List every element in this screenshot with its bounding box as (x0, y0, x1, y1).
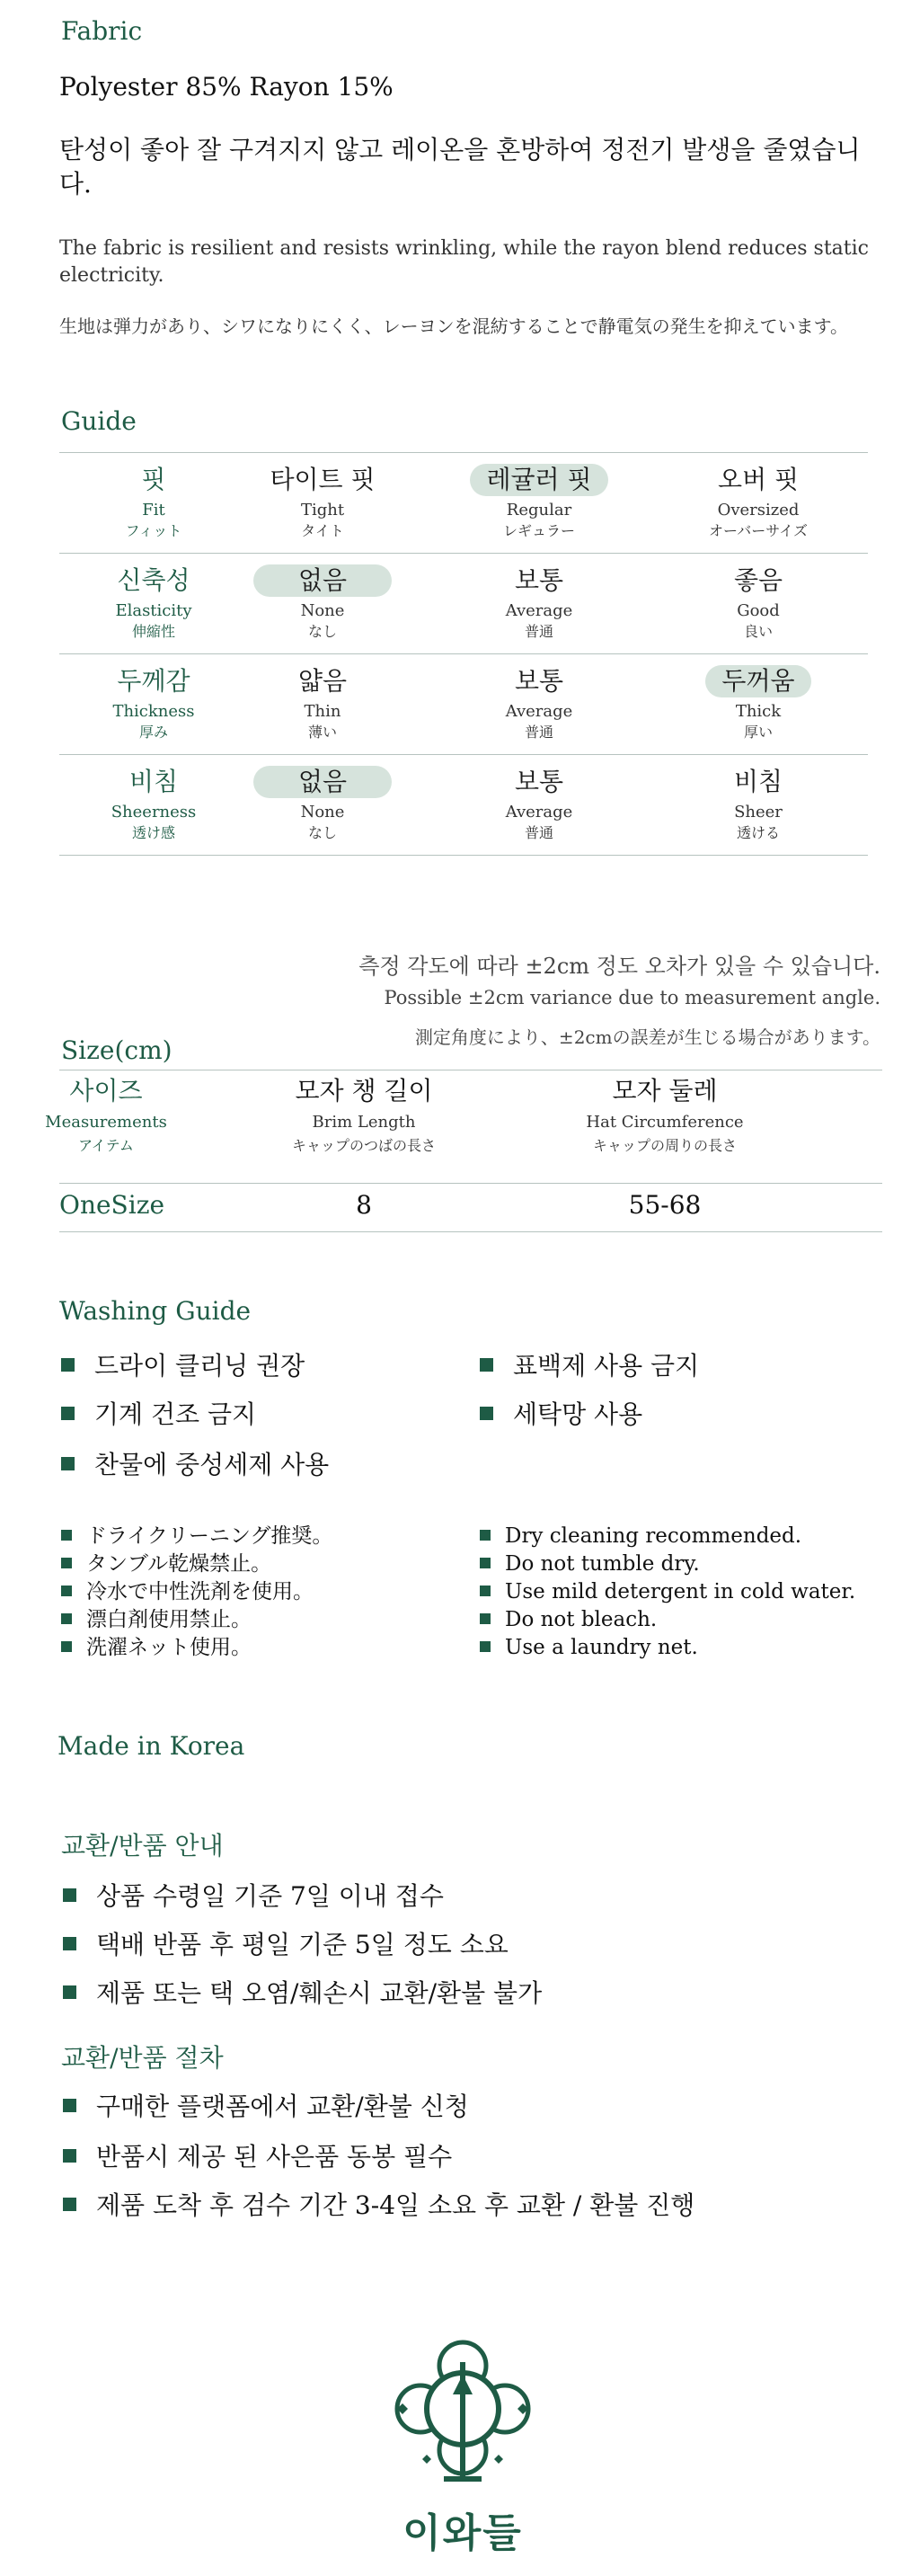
guide-label: 두께감 Thickness 厚み (112, 666, 195, 741)
guide-option: 좋음 Good 良い (733, 565, 783, 640)
bullet-square-icon (63, 1985, 76, 1999)
size-row-circumference: 55-68 (628, 1190, 702, 1220)
brand-name: 이와들 (402, 2510, 523, 2556)
size-rule-mid (59, 1183, 882, 1184)
guide-title: Guide (61, 406, 137, 436)
washing-item-jp: タンブル乾燥禁止。 (61, 1550, 271, 1578)
size-row-brim: 8 (356, 1190, 372, 1220)
guide-label: 신축성 Elasticity 伸縮性 (115, 565, 192, 640)
washing-item-kr: 찬물에 중성세제 사용 (61, 1445, 329, 1481)
washing-item-en: Use a laundry net. (480, 1634, 698, 1662)
size-note-kr: 측정 각도에 따라 ±2cm 정도 오차가 있을 수 있습니다. (358, 954, 880, 979)
bullet-square-icon (480, 1407, 493, 1420)
bullet-square-icon (480, 1358, 493, 1372)
fabric-desc-en: The fabric is resilient and resists wrinkling, while the rayon blend reduces static electricity. (59, 237, 869, 287)
bullet-square-icon (480, 1530, 491, 1541)
guide-label: 비침 Sheerness 透け感 (111, 767, 197, 841)
size-note-en: Possible ±2cm variance due to measurement angle. (384, 987, 880, 1008)
guide-option: 보통 Average 普通 (505, 767, 573, 841)
bullet-square-icon (61, 1407, 75, 1420)
bullet-square-icon (61, 1613, 72, 1624)
exchange-item: 제품 또는 택 오염/훼손시 교환/환불 불가 (63, 1974, 542, 2010)
exchange-item: 택배 반품 후 평일 기준 5일 정도 소요 (63, 1925, 509, 1961)
bullet-square-icon (480, 1558, 491, 1568)
bullet-square-icon (63, 2149, 76, 2163)
bullet-square-icon (63, 2198, 76, 2211)
brand-emblem-icon (386, 2335, 539, 2488)
bullet-square-icon (63, 1888, 76, 1902)
bullet-square-icon (63, 1937, 76, 1950)
guide-option-selected: 없음 None なし (224, 755, 421, 843)
guide-row-thickness (59, 653, 868, 754)
washing-item-kr: 드라이 클리닝 권장 (61, 1346, 305, 1382)
guide-option: 보통 Average 普通 (505, 666, 573, 741)
bullet-square-icon (480, 1613, 491, 1624)
procedure-item: 반품시 제공 된 사은품 동봉 필수 (63, 2137, 452, 2173)
bullet-square-icon (480, 1586, 491, 1596)
washing-item-en: Do not bleach. (480, 1606, 657, 1634)
procedure-title: 교환/반품 절차 (61, 2043, 224, 2073)
size-row-label: OneSize (59, 1190, 165, 1220)
guide-option-selected: 두꺼움 Thick 厚い (659, 654, 857, 742)
guide-option: 비침 Sheer 透ける (733, 767, 783, 841)
guide-table (59, 452, 868, 856)
guide-option: 얇음 Thin 薄い (297, 666, 348, 741)
made-in-label: Made in Korea (58, 1731, 245, 1761)
washing-item-jp: ドライクリーニング推奨。 (61, 1523, 332, 1550)
bullet-square-icon (61, 1641, 72, 1652)
size-header-circumference: 모자 둘레 Hat Circumference キャップの周りの長さ (586, 1076, 744, 1154)
guide-option-selected: 없음 None なし (224, 554, 421, 642)
guide-option: 오버 핏 Oversized オーバーサイズ (709, 465, 808, 539)
washing-item-kr: 표백제 사용 금지 (480, 1346, 699, 1382)
fabric-desc-jp: 生地は弾力があり、シワになりにくく、レーヨンを混紡することで静電気の発生を抑えています。 (59, 315, 848, 337)
size-rule-bottom (59, 1231, 882, 1232)
size-header-brim: 모자 챙 길이 Brim Length キャップのつばの長さ (291, 1076, 436, 1154)
guide-label: 핏 Fit フィット (125, 465, 182, 539)
washing-item-kr: 세탁망 사용 (480, 1395, 642, 1431)
exchange-title: 교환/반품 안내 (61, 1831, 224, 1861)
fabric-title: Fabric (61, 16, 143, 46)
bullet-square-icon (61, 1558, 72, 1568)
size-title: Size(cm) (61, 1035, 172, 1065)
washing-item-en: Do not tumble dry. (480, 1550, 700, 1578)
size-header-measurements: 사이즈 Measurements アイテム (45, 1076, 167, 1154)
bullet-square-icon (61, 1530, 72, 1541)
guide-row-fit (59, 452, 868, 553)
washing-title: Washing Guide (59, 1296, 252, 1326)
bullet-square-icon (61, 1586, 72, 1596)
guide-row-sheerness (59, 754, 868, 856)
procedure-item: 구매한 플랫폼에서 교환/환불 신청 (63, 2087, 469, 2123)
bullet-square-icon (63, 2099, 76, 2112)
fabric-composition: Polyester 85% Rayon 15% (59, 72, 394, 102)
washing-item-jp: 洗濯ネット使用。 (61, 1634, 252, 1662)
size-note-jp: 測定角度により、±2cmの誤差が生じる場合があります。 (414, 1026, 880, 1048)
guide-row-elasticity (59, 553, 868, 653)
bullet-square-icon (61, 1358, 75, 1372)
washing-item-kr: 기계 건조 금지 (61, 1395, 256, 1431)
fabric-desc-kr: 탄성이 좋아 잘 구겨지지 않고 레이온을 혼방하여 정전기 발생을 줄였습니다. (59, 135, 861, 199)
washing-item-jp: 冷水で中性洗剤を使用。 (61, 1578, 314, 1606)
procedure-item: 제품 도착 후 검수 기간 3-4일 소요 후 교환 / 환불 진행 (63, 2186, 694, 2222)
washing-item-en: Use mild detergent in cold water. (480, 1578, 855, 1606)
washing-item-en: Dry cleaning recommended. (480, 1523, 801, 1550)
bullet-square-icon (61, 1457, 75, 1470)
washing-item-jp: 漂白剤使用禁止。 (61, 1606, 252, 1634)
guide-option: 보통 Average 普通 (505, 565, 573, 640)
exchange-item: 상품 수령일 기준 7일 이내 접수 (63, 1877, 444, 1913)
guide-option-selected: 레귤러 핏 Regular レギュラー (440, 453, 638, 541)
bullet-square-icon (480, 1641, 491, 1652)
guide-option: 타이트 핏 Tight タイト (270, 465, 376, 539)
